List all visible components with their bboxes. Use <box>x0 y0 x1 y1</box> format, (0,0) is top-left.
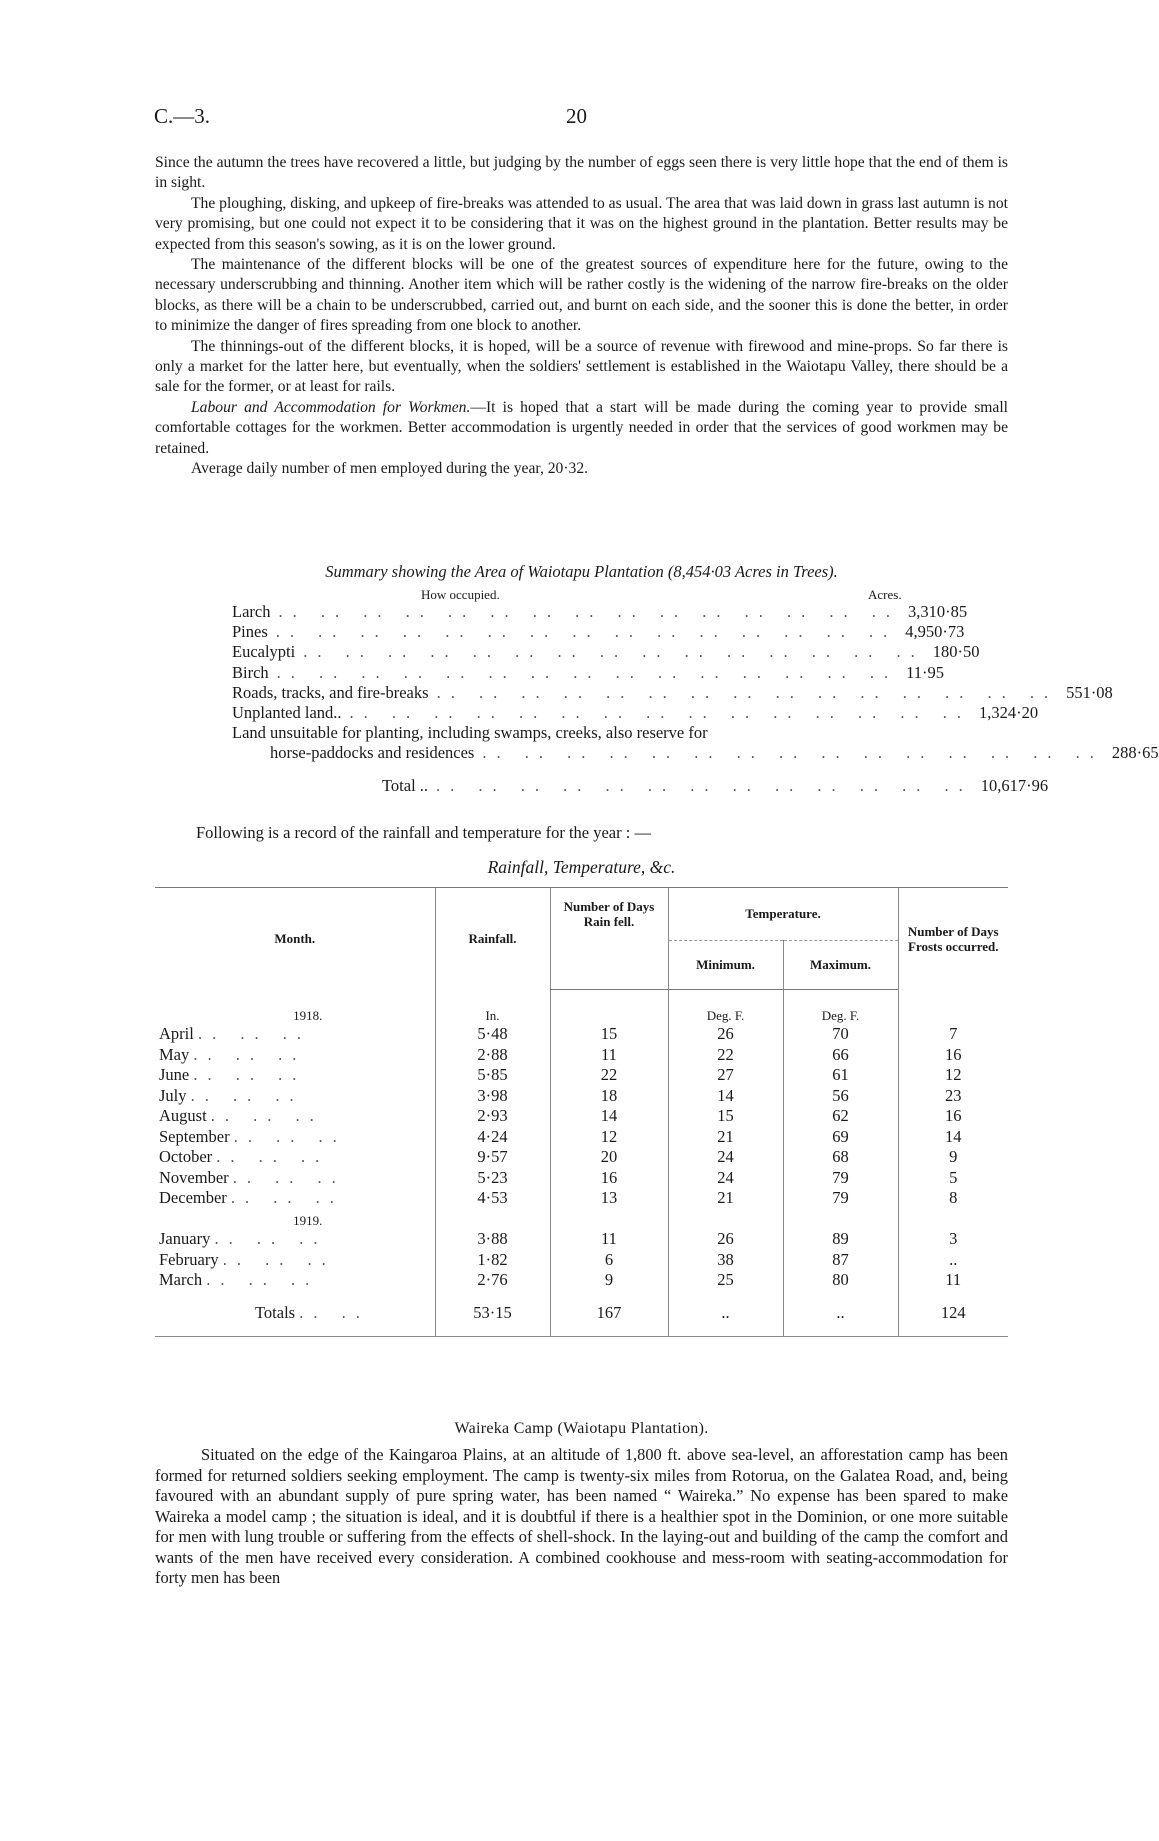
rainfall-table-title: Rainfall, Temperature, &c. <box>487 857 676 877</box>
following-line: Following is a record of the rainfall and temperature for the year : — <box>196 823 651 842</box>
month-header: Month. <box>155 888 435 990</box>
summary-value: 4,950·73 <box>905 622 965 642</box>
summary-value: 1,324·20 <box>979 703 1039 723</box>
table-row: December .. .. .. 4·53 13 21 79 8 <box>155 1188 1008 1209</box>
summary-label: Land unsuitable for planting, including swamps, creeks, also reserve for <box>232 723 708 743</box>
camp-heading: Waireka Camp (Waiotapu Plantation). <box>454 1420 709 1437</box>
page-number: 20 <box>566 104 587 128</box>
table-row: June .. .. .. 5·85 22 27 61 12 <box>155 1065 1008 1086</box>
table-row: April .. .. .. 5·48 15 26 70 7 <box>155 1024 1008 1045</box>
rainfall-table <box>155 887 1008 1337</box>
table-row: January .. .. .. 3·88 11 26 89 3 <box>155 1229 1008 1250</box>
maximum-header: Maximum. <box>783 940 898 989</box>
camp-text <box>155 1445 1008 1589</box>
summary-label: Pines <box>232 622 268 642</box>
summary-col-label: How occupied. <box>421 587 500 602</box>
summary-row <box>232 723 936 743</box>
table-row: October .. .. .. 9·57 20 24 68 9 <box>155 1147 1008 1168</box>
totals-rain: 53·15 <box>435 1290 550 1337</box>
summary-value: 551·08 <box>1066 682 1113 702</box>
body-text <box>155 153 1008 480</box>
year-label: 1919. <box>293 1212 323 1228</box>
summary-row: Unplanted land.. .. .. .. .. .. .. .. .. .. .. .. .. .. .. .. 1,324·20 <box>232 703 1039 723</box>
frosts-header: Number of Days Frosts occurred. <box>898 888 1008 990</box>
summary-title: Summary showing the Area of Waiotapu Plantation (8,454·03 Acres in Trees). <box>325 562 838 581</box>
paragraph: The ploughing, disking, and upkeep of fire-breaks was attended to as usual. The area that was laid down in grass last autumn is not very promising, but one could not expect it to be considering that it was on the highest ground in the plantation. Better results may be expected from this season's sowing, as it is on the lower ground. <box>155 194 1008 253</box>
summary-row: Eucalypti .. .. .. .. .. .. .. .. .. .. .. .. .. .. .. 180·50 <box>232 642 980 662</box>
document-code: C.—3. <box>154 104 211 128</box>
temperature-header: Temperature. <box>668 888 898 941</box>
summary-value: 180·50 <box>932 642 980 662</box>
average-line: Average daily number of men employed during the year, 20·32. <box>191 460 589 478</box>
summary-total-label: Total .. <box>382 775 429 795</box>
summary-row: Larch .. .. .. .. .. .. .. .. .. .. .. .. .. .. .. 3,310·85 <box>232 602 968 621</box>
summary-value: 288·65 <box>1111 743 1159 763</box>
summary-row: Pines .. .. .. .. .. .. .. .. .. .. .. .. .. .. .. 4,950·73 <box>232 622 965 642</box>
summary-label: horse-paddocks and residences <box>270 743 475 763</box>
minimum-header: Minimum. <box>668 940 783 989</box>
summary-label: Eucalypti <box>232 642 296 662</box>
labour-paragraph <box>155 398 1008 459</box>
table-row: September .. .. .. 4·24 12 21 69 14 <box>155 1126 1008 1147</box>
labour-heading: Labour and Accommodation for Workmen. <box>191 398 471 416</box>
summary-row: horse-paddocks and residences .. .. .. .. .. .. .. .. .. .. .. .. .. .. .. 288·65 <box>232 743 936 763</box>
summary-row: Roads, tracks, and fire-breaks .. .. .. .. .. .. .. .. .. .. .. .. .. .. .. 551·08 <box>232 682 1113 702</box>
summary-label: Birch <box>232 662 269 682</box>
summary-row: Birch .. .. .. .. .. .. .. .. .. .. .. .. .. .. .. 11·95 <box>232 662 945 682</box>
totals-max: .. <box>783 1290 898 1337</box>
paragraph: Situated on the edge of the Kaingaroa Plains, at an altitude of 1,800 ft. above sea-level, an afforestation camp has been formed for returned soldiers seeking employment. The camp is twenty-six miles from Rotorua, on the Galatea Road, and, being favoured with an abundant supply of pure spring water, has been named “ Waireka.” No expense has been spared to make Waireka a model camp ; the situation is ideal, and it is doubtful if there is a healthier spot in the Dominion, or one more suitable for men with lung trouble or suffering from the effects of shell-shock. In the laying-out and building of the camp the comfort and wants of the men have received every consideration. A combined cookhouse and mess-room with seating-accommodation for forty men has been <box>155 1445 1008 1587</box>
table-row: March .. .. .. 2·76 9 25 80 11 <box>155 1270 1008 1291</box>
table-row: July .. .. .. 3·98 18 14 56 23 <box>155 1085 1008 1106</box>
summary-label: Unplanted land.. <box>232 703 342 723</box>
summary-label: Roads, tracks, and fire-breaks <box>232 682 429 702</box>
totals-label: Totals <box>255 1303 296 1322</box>
summary-value: 11·95 <box>906 662 945 682</box>
summary-table <box>232 602 1159 796</box>
table-row: August .. .. .. 2·93 14 15 62 16 <box>155 1106 1008 1127</box>
summary-total-row: Total .. .. .. .. .. .. .. .. .. .. .. .. .. .. 10,617·96 <box>232 776 936 796</box>
totals-row: Totals .. .. 53·15 167 .. .. 124 <box>155 1290 1008 1337</box>
table-row: May .. .. .. 2·88 11 22 66 16 <box>155 1044 1008 1065</box>
paragraph: The maintenance of the different blocks will be one of the greatest sources of expenditure here for the future, owing to the necessary underscrubbing and thinning. Another item which will be rather costly is the widening of the narrow fire-breaks on the older blocks, as there will be a chain to be underscrubbed, carried out, and burnt on each side, and the sooner this is done the better, in order to minimize the danger of fires spreading from one block to another. <box>155 256 1008 335</box>
summary-total-value: 10,617·96 <box>980 775 1049 795</box>
summary-label: Larch <box>232 602 271 621</box>
min-unit: Deg. F. <box>668 1002 783 1024</box>
paragraph: The thinnings-out of the different blocks, it is hoped, will be a source of revenue with firewood and mine-props. So far there is only a market for the latter here, but eventually, when the soldiers' settlement is established in the Waiotapu Valley, there should be a sale for the former, or at least for rails. <box>155 337 1008 396</box>
max-unit: Deg. F. <box>783 1002 898 1024</box>
labour-text: —It is hoped that a start will be made during the coming year to provide small comfortable cottages for the workmen. Better accommodation is urgently needed in order that the services of good workmen may be retained. <box>155 398 1008 457</box>
table-row: February .. .. .. 1·82 6 38 87 .. <box>155 1249 1008 1270</box>
totals-min: .. <box>668 1290 783 1337</box>
year-label: 1918. <box>293 1007 323 1023</box>
rainfall-unit: In. <box>435 1002 550 1024</box>
summary-col-unit: Acres. <box>868 587 902 602</box>
table-row: November .. .. .. 5·23 16 24 79 5 <box>155 1167 1008 1188</box>
paragraph: Since the autumn the trees have recovered a little, but judging by the number of eggs seen there is very little hope that the end of them is in sight. <box>155 154 1008 192</box>
rainfall-header: Rainfall. <box>435 888 550 990</box>
totals-frost: 124 <box>898 1290 1008 1337</box>
summary-value: 3,310·85 <box>907 602 968 621</box>
totals-days: 167 <box>550 1290 668 1337</box>
days-rain-header: Number of Days Rain fell. <box>550 888 668 941</box>
